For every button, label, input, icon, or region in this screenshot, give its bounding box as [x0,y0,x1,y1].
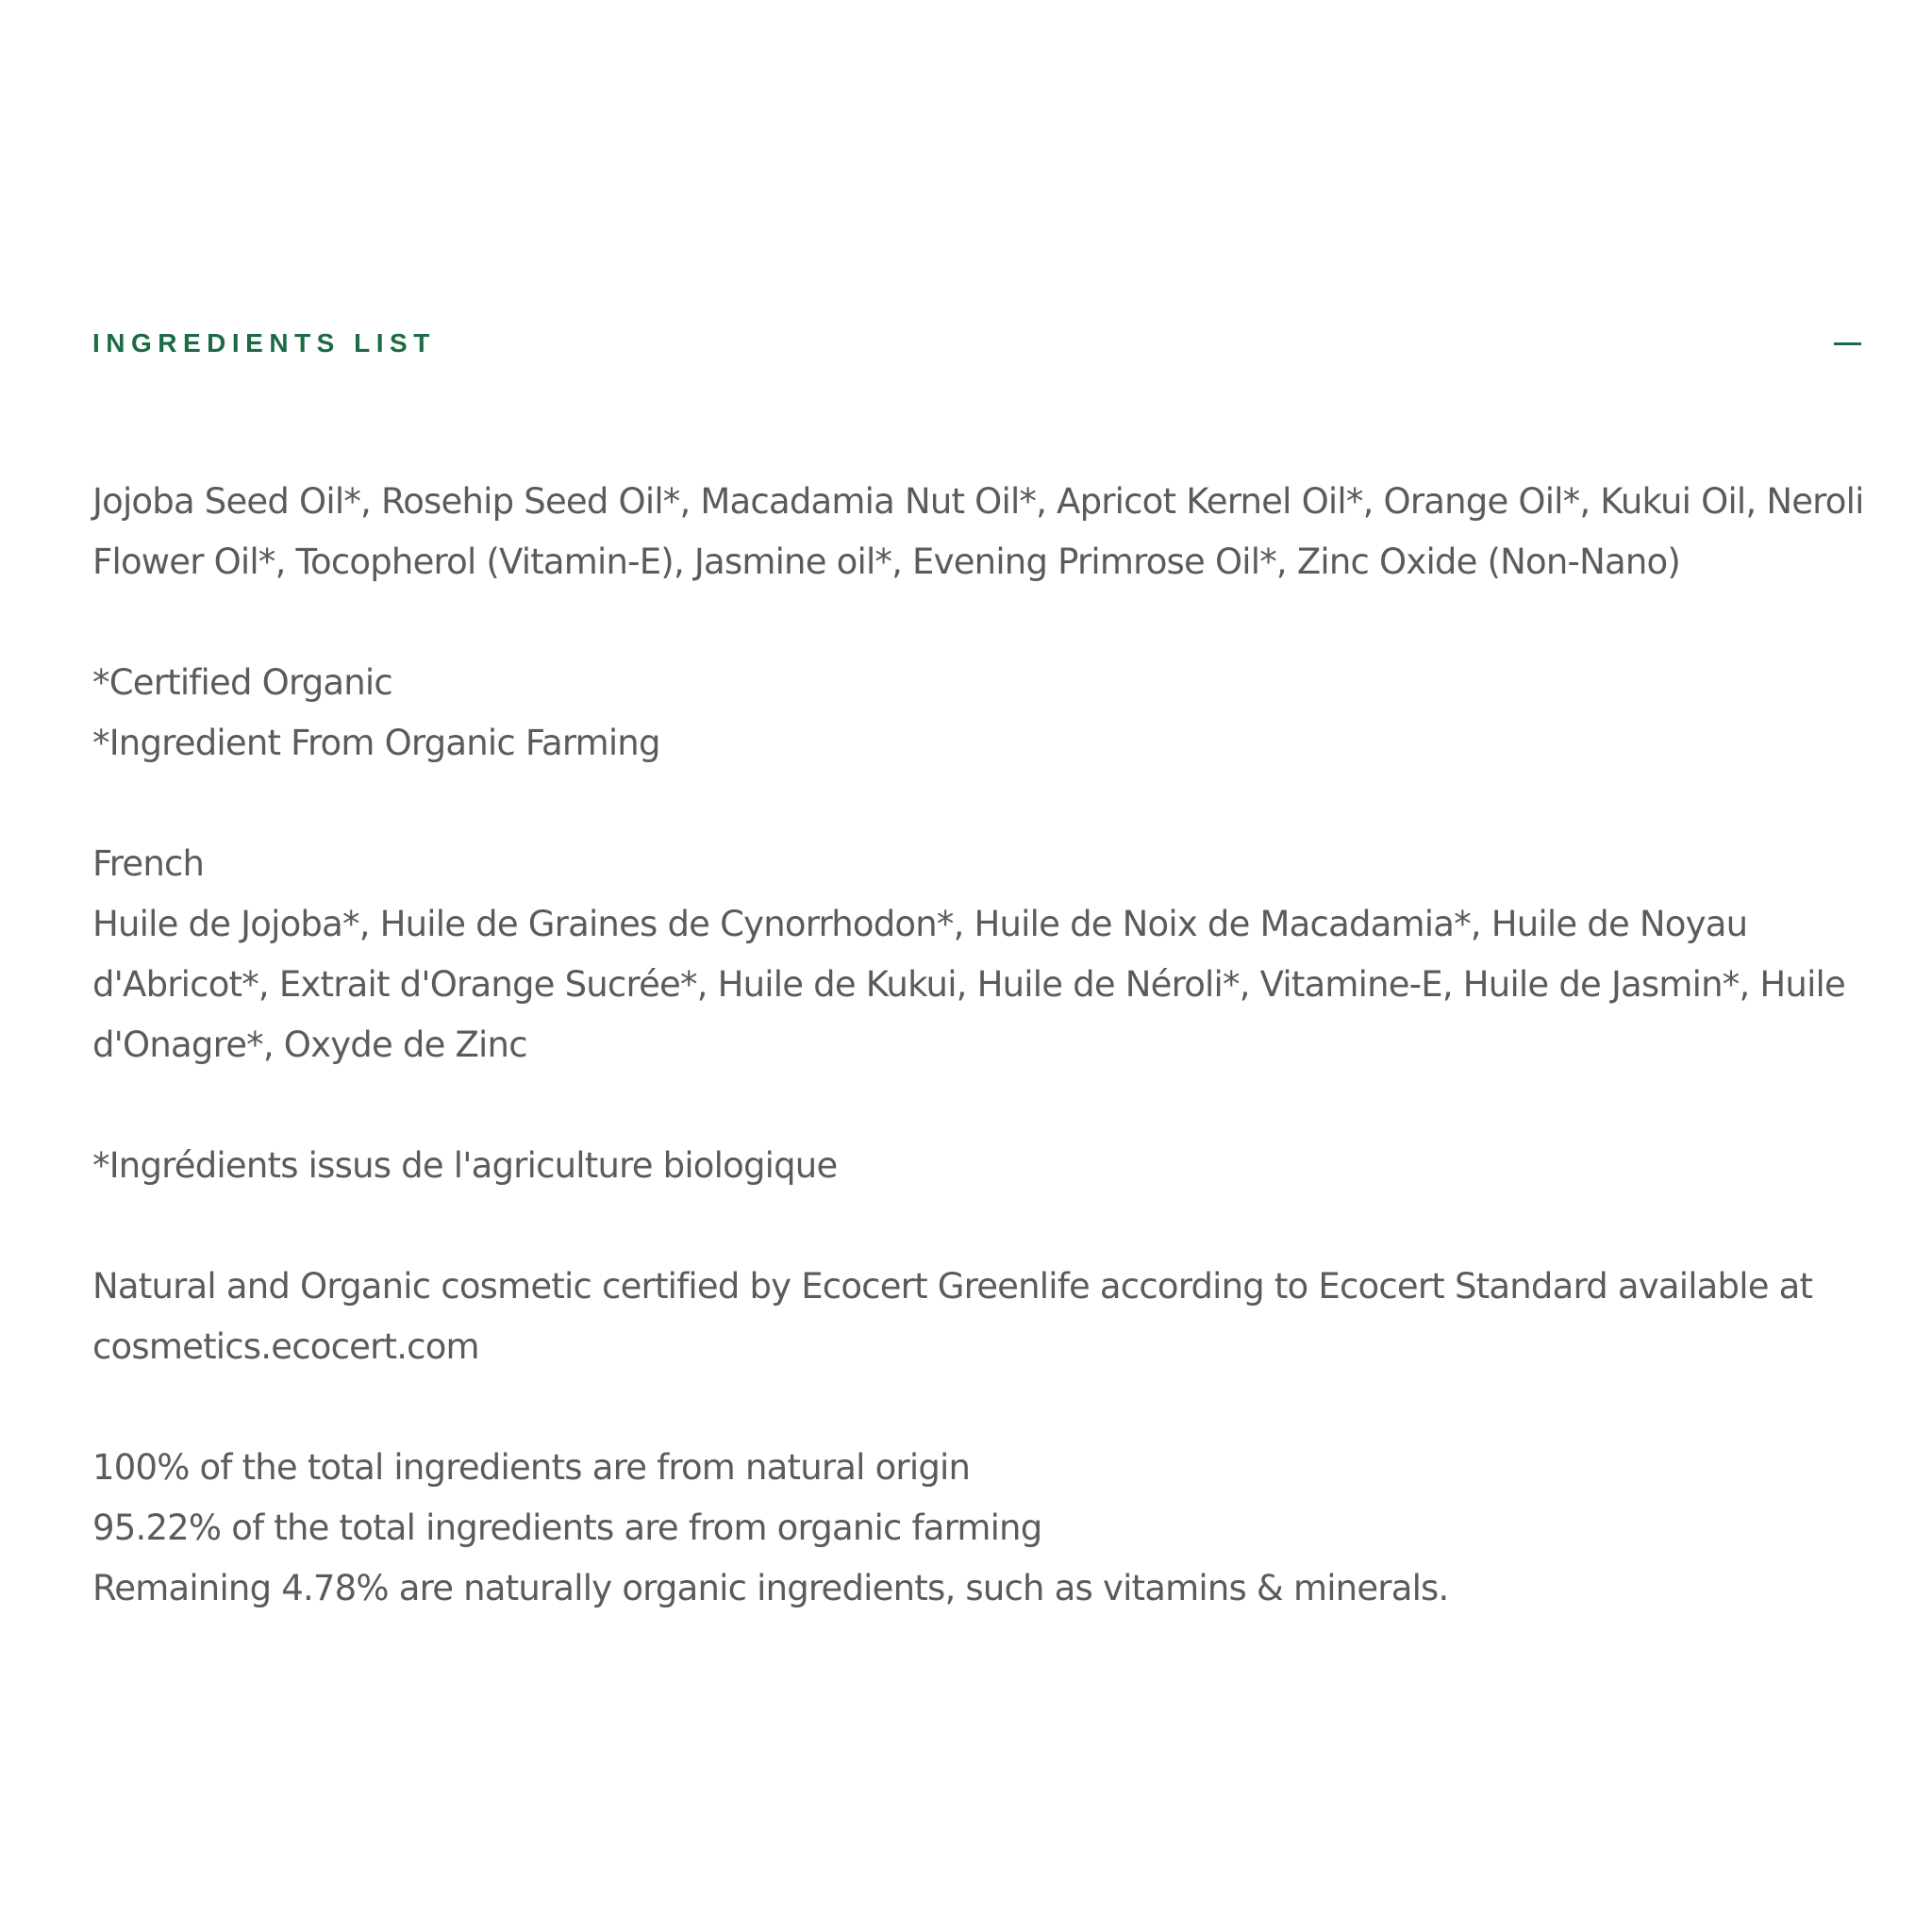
stat-remaining: Remaining 4.78% are naturally organic ingredients, such as vitamins & minerals. [92,1568,1449,1608]
french-label: French [92,843,205,884]
note-french: *Ingrédients issus de l'agriculture biologique [92,1145,838,1186]
spacer [92,1196,1866,1257]
note-certified-organic: *Certified Organic [92,662,392,703]
note-organic-farming: *Ingredient From Organic Farming [92,723,660,763]
ingredients-french: Huile de Jojoba*, Huile de Graines de Cynorrhodon*, Huile de Noix de Macadamia*, Huile de Noyau d'Abricot*, Extrait d'Orange Sucrée*, Huile de Kukui, Huile de Néroli*, Vitamine-E, Huile de Jasmin*, Huile d'Onagre*, Oxyde de Zinc [92,904,1846,1065]
ingredients-accordion [92,321,1866,1619]
spacer [92,592,1866,653]
spacer [92,1075,1866,1136]
certification-text: Natural and Organic cosmetic certified by Ecocert Greenlife according to Ecocert Standard available at cosmetics.ecocert.com [92,1266,1813,1367]
accordion-header[interactable] [92,321,1866,366]
accordion-title: INGREDIENTS LIST [92,328,436,358]
ingredients-english: Jojoba Seed Oil*, Rosehip Seed Oil*, Macadamia Nut Oil*, Apricot Kernel Oil*, Orange Oil*, Kukui Oil, Neroli Flower Oil*, Tocopherol (Vitamin-E), Jasmine oil*, Evening Primrose Oil*, Zinc Oxide (Non-Nano) [92,481,1864,582]
stat-organic-farming: 95.22% of the total ingredients are from organic farming [92,1507,1042,1548]
stat-natural-origin: 100% of the total ingredients are from natural origin [92,1447,971,1488]
spacer [92,774,1866,834]
accordion-content [92,472,1866,1619]
minus-icon-bar [1834,342,1861,345]
spacer [92,1377,1866,1438]
minus-icon[interactable] [1834,330,1861,358]
